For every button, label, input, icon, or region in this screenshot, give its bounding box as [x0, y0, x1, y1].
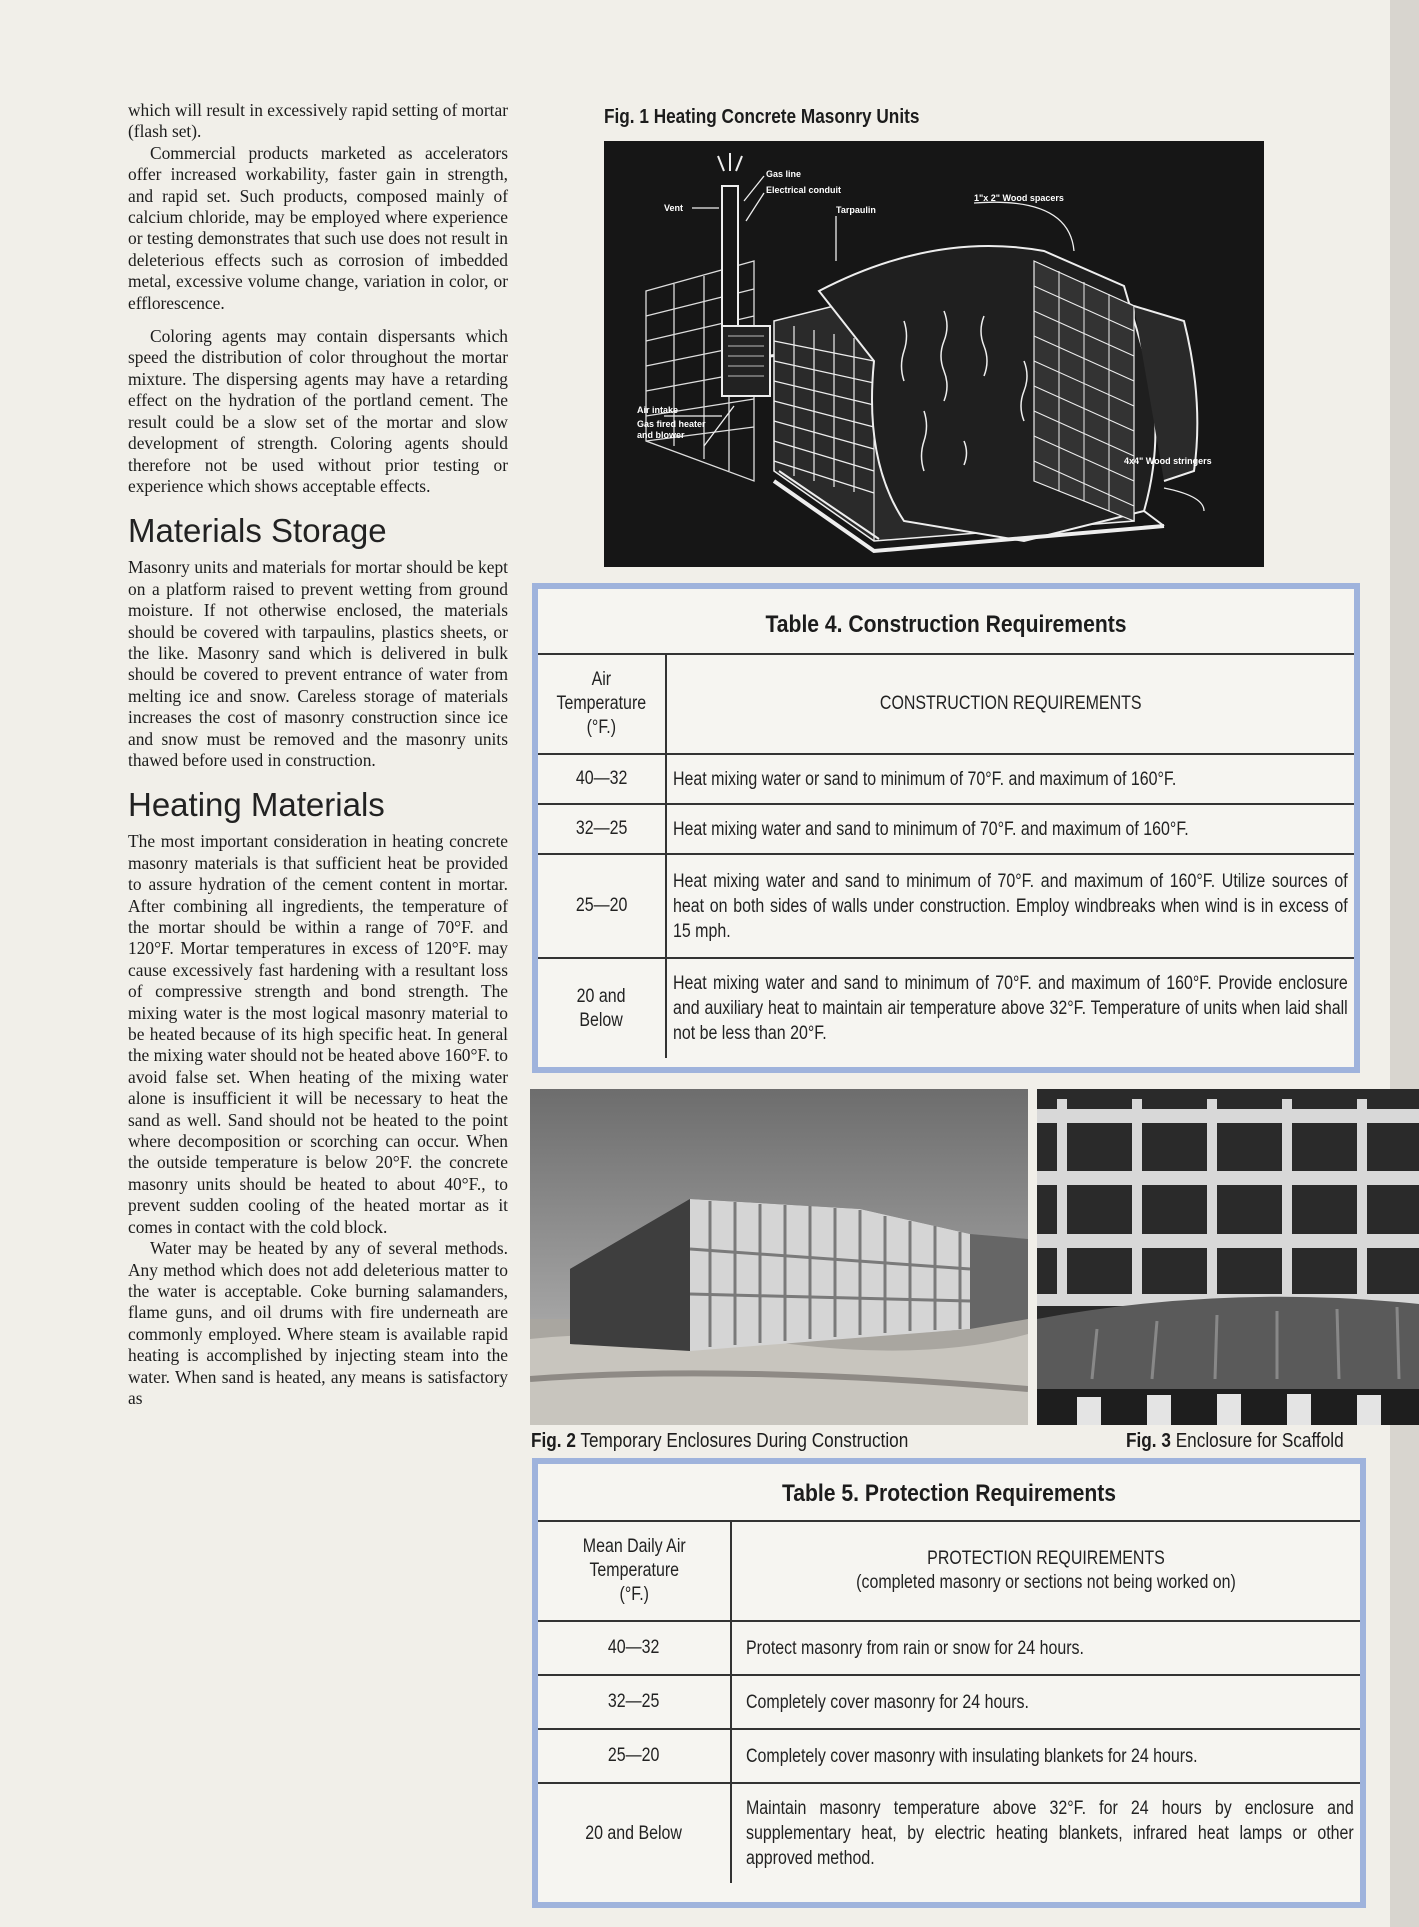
label-air-intake: Air intake: [637, 405, 679, 415]
table-row: 40—32 Protect masonry from rain or snow for 24 hours.: [538, 1621, 1360, 1675]
label-gas-fired-heater: Gas fired heater: [637, 419, 706, 429]
fig3-photo: [1037, 1089, 1419, 1425]
table-header-row: [538, 1521, 1360, 1621]
header-requirements: PROTECTION REQUIREMENTS (completed masonry or sections not being worked on): [731, 1521, 1360, 1621]
table4-box: [532, 583, 1360, 1073]
fig2-caption: Fig. 2 Temporary Enclosures During Construction: [531, 1430, 909, 1452]
paragraph: Masonry units and materials for mortar should be kept on a platform raised to prevent wetting from ground moisture. If not otherwise enclosed, the materials should be covered with tarpaulins, plastics sheets, or the like. Masonry sand which is delivered in bulk should be covered to prevent entrance of water from melting ice and snow. Careless storage of materials increases the cost of masonry construction since ice and snow must be removed and the masonry units thawed before used in construction.: [128, 557, 508, 770]
paragraph: Commercial products marketed as accelerators offer increased workability, faster gain in strength, and rapid set. Such products, composed mainly of calcium chloride, may be employed where experience or testing demonstrates that such use does not result in deleterious effects such as corrosion of imbedded metal, excessive volume change, variation in color, or efflorescence.: [128, 142, 508, 313]
fig1-illustration: [604, 141, 1264, 567]
table-row: 20 and Below Maintain masonry temperature above 32°F. for 24 hours by enclosure and supplementary heat, by electric heating blankets, infrared heat lamps or other approved method.: [538, 1783, 1360, 1883]
masonry-heating-diagram: [604, 141, 1264, 567]
table-row: 32—25 Completely cover masonry for 24 hours.: [538, 1675, 1360, 1729]
section-heading-heating: Heating Materials: [128, 786, 385, 824]
table-row: 20 and Below Heat mixing water and sand to minimum of 70°F. and maximum of 160°F. Provide enclosure and auxiliary heat to maintain air temperature above 32°F. Temperature of units when laid shall not be less than 20°F.: [538, 958, 1354, 1058]
label-electrical-conduit: Electrical conduit: [766, 185, 842, 195]
left-text-column: [128, 100, 508, 1409]
table5-box: [532, 1458, 1366, 1908]
table5-title: Table 5. Protection Requirements: [781, 1480, 1117, 1507]
paragraph: The most important consideration in heating concrete masonry materials is that sufficient heat be provided to assure hydration of the cement content in mortar. After combining all ingredients, the temperature of the mortar should be within a range of 70°F. and 120°F. Mortar temperatures in excess of 120°F. may cause excessively fast hardening with a resultant loss of compressive strength and bond strength. The mixing water is the most logical masonry material to be heated because of its high specific heat. In general the mixing water should not be heated above 160°F. to avoid false set. When heating of the mixing water alone is insufficient it will be necessary to heat the sand as well. Sand should not be heated to the point where decomposition or scorching can occur. When the outside temperature is below 20°F. the concrete masonry units should be heated to about 40°F., to prevent sudden cooling of the heated mortar as it comes in contact with the cold block.: [128, 831, 508, 1237]
paragraph: Water may be heated by any of several methods. Any method which does not add deleterious matter to the water is acceptable. Coke burning salamanders, flame guns, and oil drums with fire underneath are commonly employed. Where steam is available rapid heating is accomplished by injecting steam into the water. When sand is heated, any means is satisfactory as: [128, 1238, 508, 1408]
label-wood-spacers: 1"x 2" Wood spacers: [974, 193, 1064, 203]
table-header-row: [538, 654, 1354, 754]
table-row: 25—20 Heat mixing water and sand to minimum of 70°F. and maximum of 160°F. Utilize sources of heat on both sides of walls under construction. Employ windbreaks when wind is in excess of 15 mph.: [538, 854, 1354, 958]
table-row: 25—20 Completely cover masonry with insulating blankets for 24 hours.: [538, 1729, 1360, 1783]
label-gas-line: Gas line: [766, 169, 802, 179]
table5: [538, 1520, 1360, 1883]
table-row: 40—32 Heat mixing water or sand to minimum of 70°F. and maximum of 160°F.: [538, 754, 1354, 804]
label-tarpaulin: Tarpaulin: [836, 205, 876, 215]
label-wood-stringers: 4x4" Wood stringers: [1124, 456, 1212, 466]
section-heading-storage: Materials Storage: [128, 512, 387, 550]
fig1-caption: Fig. 1 Heating Concrete Masonry Units: [604, 106, 920, 128]
header-temperature: Mean Daily Air Temperature (°F.): [538, 1521, 731, 1621]
fig2-photo: [530, 1089, 1028, 1425]
table-row: 32—25 Heat mixing water and sand to minimum of 70°F. and maximum of 160°F.: [538, 804, 1354, 854]
label-vent: Vent: [664, 203, 684, 213]
page-edge-shadow: [1390, 0, 1419, 1927]
table4-title: Table 4. Construction Requirements: [765, 611, 1127, 638]
label-and-blower: and blower: [637, 430, 685, 440]
paragraph: which will result in excessively rapid setting of mortar (flash set).: [128, 100, 508, 142]
paragraph: Coloring agents may contain dispersants which speed the distribution of color throughout the mortar mixture. The dispersing agents may have a retarding effect on the hydration of the portland cement. The result could be a slow set of the mortar and slow development of strength. Coloring agents should therefore not be used without prior testing or experience which shows acceptable effects.: [128, 326, 508, 496]
fig3-caption: Fig. 3 Enclosure for Scaffold: [1126, 1430, 1344, 1452]
header-temperature: Air Temperature (°F.): [538, 654, 666, 754]
table4: [538, 653, 1354, 1058]
header-requirements: CONSTRUCTION REQUIREMENTS: [666, 654, 1354, 754]
